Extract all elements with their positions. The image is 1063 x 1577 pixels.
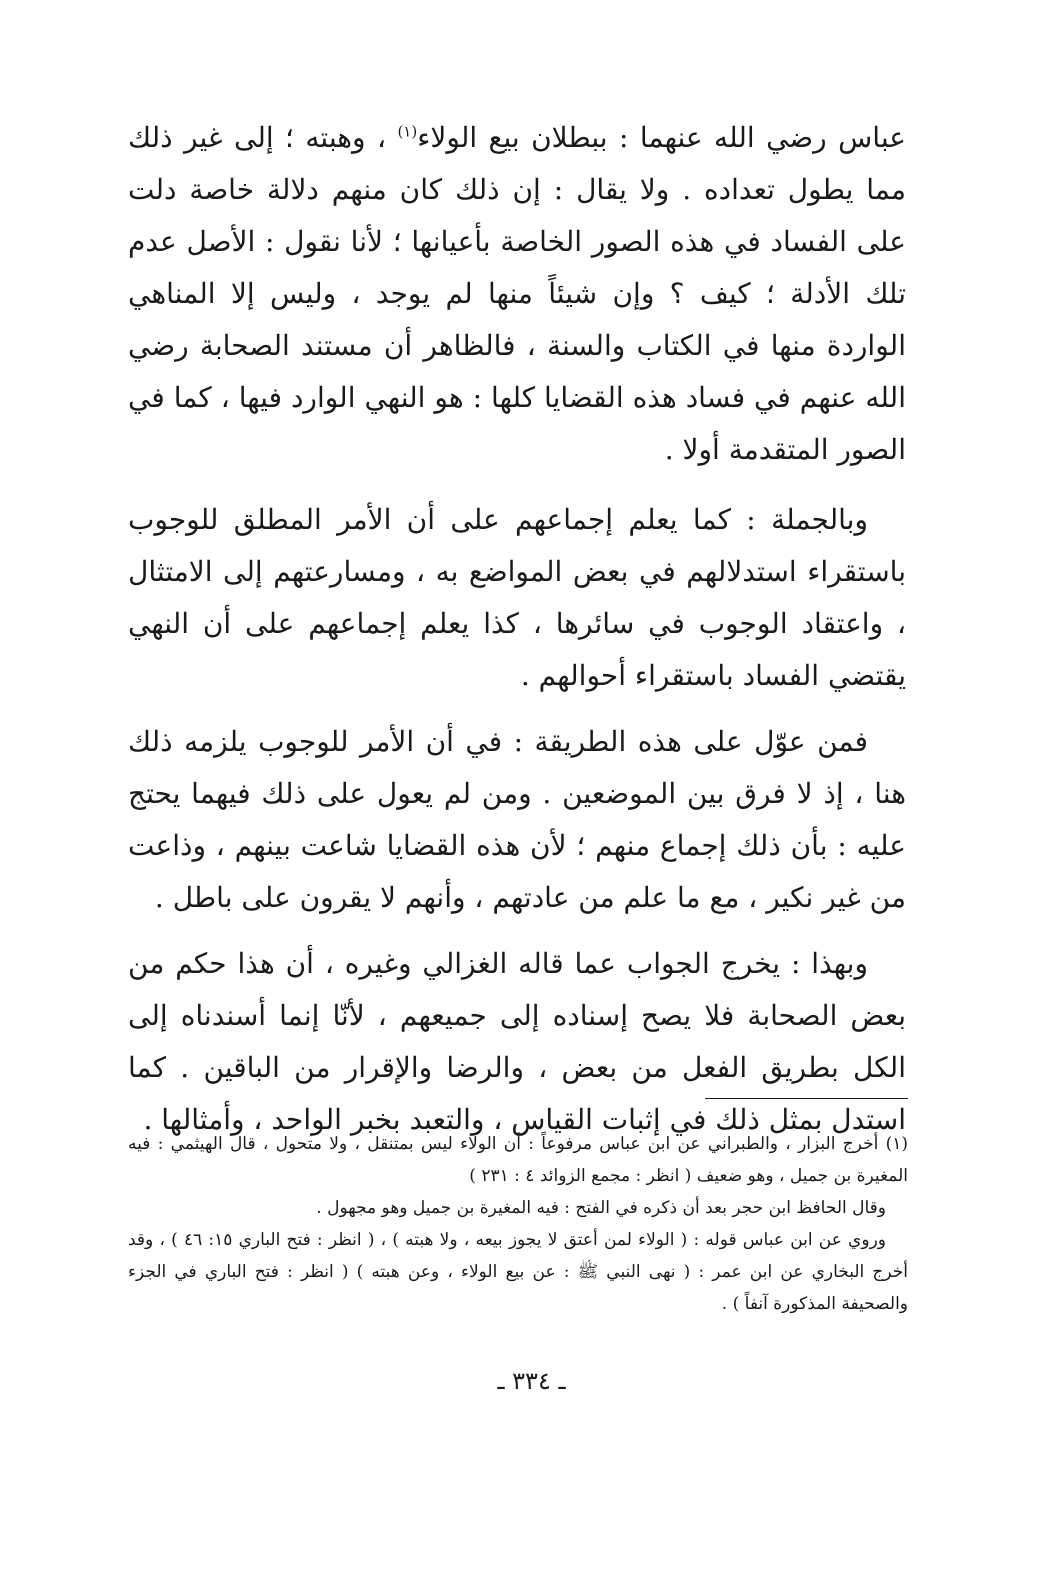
paragraph-1-rest: ، وهبته ؛ إلى غير ذلك مما يطول تعداده . ولا يقال : إن ذلك كان منهم دلالة خاصة دلت على الفساد في هذه الصور الخاصة بأعيانها ؛ لأنا نقول : الأصل عدم تلك الأدلة ؛ كيف ؟ وإن شيئاً منها لم يوجد ، وليس إلا المناهي الواردة منها في الكتاب والسنة ، فالظاهر أن مستند الصحابة رضي الله عنهم في فساد هذه القضايا كلها : هو النهي الوارد فيها ، كما في الصور المتقدمة أولا . bbox=[128, 121, 906, 466]
footnote-separator bbox=[705, 1098, 908, 1099]
paragraph-3: فمن عوّل على هذه الطريقة : في أن الأمر للوجوب يلزمه ذلك هنا ، إذ لا فرق بين الموضعين . ومن لم يعول على ذلك فيهما يحتج عليه : بأن ذلك إجماع منهم ؛ لأن هذه القضايا شاعت بينهم ، وذاعت من غير نكير ، مع ما علم من عادتهم ، وأنهم لا يقرون على باطل . bbox=[128, 725, 906, 914]
footnote-1: (١) أخرج البزار ، والطبراني عن ابن عباس مرفوعاً : أن الولاء ليس بمتنقل ، ولا متحول ، قال الهيثمي : فيه المغيرة بن جميل ، وهو ضعيف ( انظر : مجمع الزوائد ٤ : ٢٣١ ) bbox=[128, 1134, 908, 1186]
footnote-1-continued: وقال الحافظ ابن حجر بعد أن ذكره في الفتح : فيه المغيرة بن جميل وهو مجهول . bbox=[316, 1198, 886, 1218]
footnote-1-additional: وروي عن ابن عباس قوله : ( الولاء لمن أعتق لا يجوز بيعه ، ولا هبته ) ، ( انظر : فتح الباري ١٥: ٤٦ ) ، وقد أخرج البخاري عن ابن عمر : ( نهى النبي ﷺ : عن بيع الولاء ، وعن هبته ) ( انظر : فتح الباري في الجزء والصحيفة المذكورة آنفاً ) . bbox=[128, 1230, 908, 1314]
paragraph-2: وبالجملة : كما يعلم إجماعهم على أن الأمر المطلق للوجوب باستقراء استدلالهم في بعض المواضع به ، ومسارعتهم إلى الامتثال ، واعتقاد الوجوب في سائرها ، كذا يعلم إجماعهم على أن النهي يقتضي الفساد باستقراء أحوالهم . bbox=[128, 503, 906, 692]
main-text bbox=[128, 112, 906, 1146]
footnote-marker-1: (١) bbox=[397, 122, 418, 141]
page-number: ـ ٣٣٤ ـ bbox=[497, 1367, 566, 1395]
footnotes bbox=[128, 1128, 908, 1320]
paragraph-4: وبهذا : يخرج الجواب عما قاله الغزالي وغيره ، أن هذا حكم من بعض الصحابة فلا يصح إسناده إلى جميعهم ، لأنّا إنما أسندناه إلى الكل بطريق الفعل من بعض ، والرضا والإقرار من الباقين . كما استدل بمثل ذلك في إثبات القياس ، والتعبد بخبر الواحد ، وأمثالها . bbox=[128, 947, 906, 1136]
paragraph-1-start: عباس رضي الله عنهما : ببطلان بيع الولاء bbox=[417, 121, 906, 154]
paragraph-1 bbox=[128, 112, 906, 476]
